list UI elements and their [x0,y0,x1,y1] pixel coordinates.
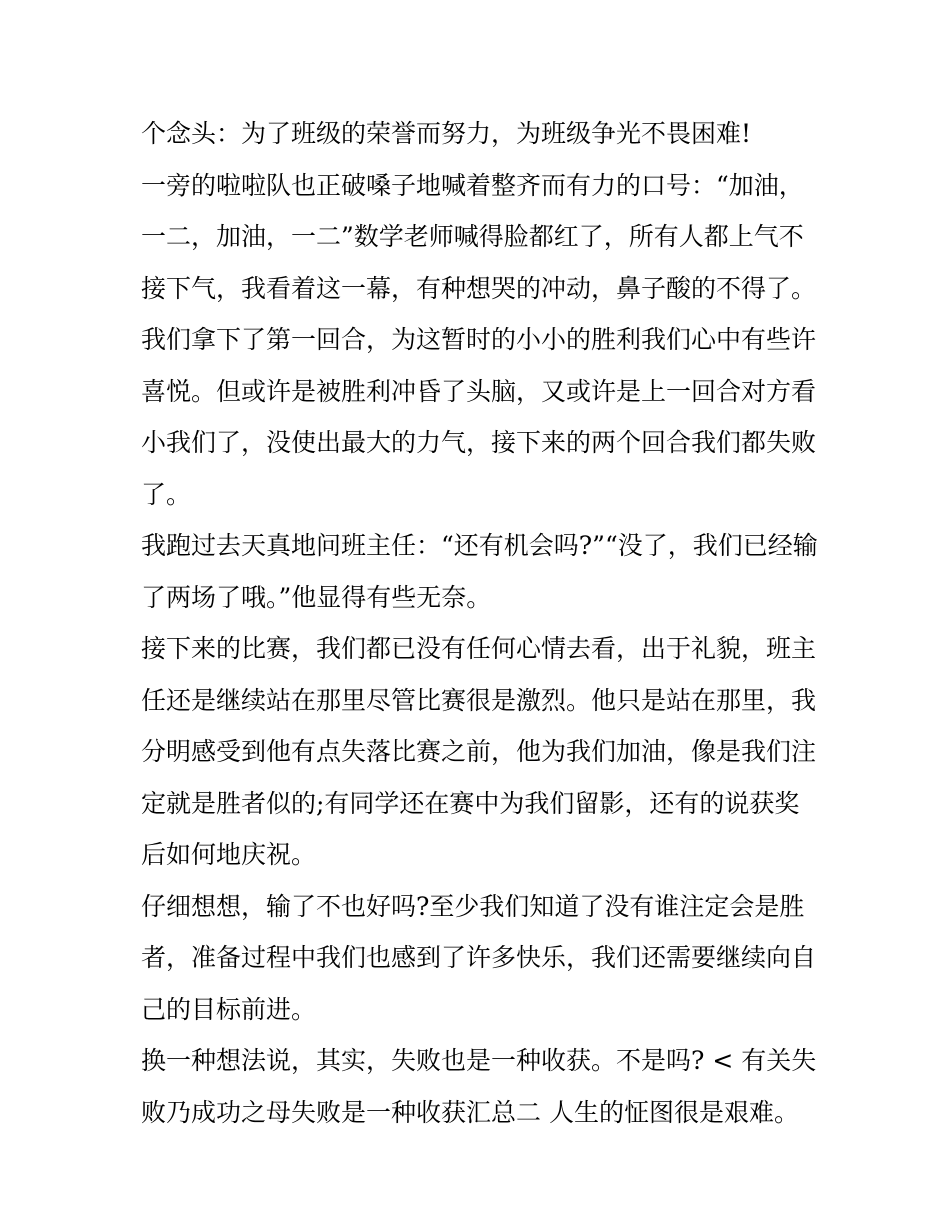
text-line: 任还是继续站在那里尽管比赛很是激烈。他只是站在那里，我 [141,685,817,715]
text-line: 仔细想想，输了不也好吗?至少我们知道了没有谁注定会是胜 [141,891,805,921]
text-line: 个念头：为了班级的荣誉而努力，为班级争光不畏困难! [141,119,752,148]
text-line: 分明感受到他有点失落比赛之前，他为我们加油，像是我们注 [141,737,817,766]
text-line: 喜悦。但或许是被胜利冲昏了头脑，又或许是上一回合对方看 [141,376,817,406]
text-line: 败乃成功之母失败是一种收获汇总二 人生的怔图很是艰难。 [141,1097,799,1127]
text-line: 接下气，我看着这一幕，有种想哭的冲动，鼻子酸的不得了。 [141,273,817,303]
text-line: 一旁的啦啦队也正破嗓子地喊着整齐而有力的口号：“加油， [141,170,804,200]
text-line: 己的目标前进。 [141,994,317,1024]
text-line: 定就是胜者似的;有同学还在赛中为我们留影，还有的说获奖 [141,788,800,818]
text-line: 小我们了，没使出最大的力气，接下来的两个回合我们都失败 [141,428,817,457]
text-line: 一二，加油，一二”数学老师喊得脸都红了，所有人都上气不 [141,222,804,251]
text-line: 了两场了哦。”他显得有些无奈。 [141,582,492,612]
text-line: 我们拿下了第一回合，为这暂时的小小的胜利我们心中有些许 [141,325,817,354]
text-line: 了。 [141,479,192,509]
text-line: 后如何地庆祝。 [141,840,317,869]
text-line: 接下来的比赛，我们都已没有任何心情去看，出于礼貌，班主 [141,634,817,663]
body-text [141,108,821,1138]
text-line: 我跑过去天真地问班主任：“还有机会吗?”“没了，我们已经输 [141,531,818,560]
text-line: 者，准备过程中我们也感到了许多快乐，我们还需要继续向自 [141,943,817,972]
text-line: 换一种想法说，其实，失败也是一种收获。不是吗? < 有关失 [141,1046,817,1075]
